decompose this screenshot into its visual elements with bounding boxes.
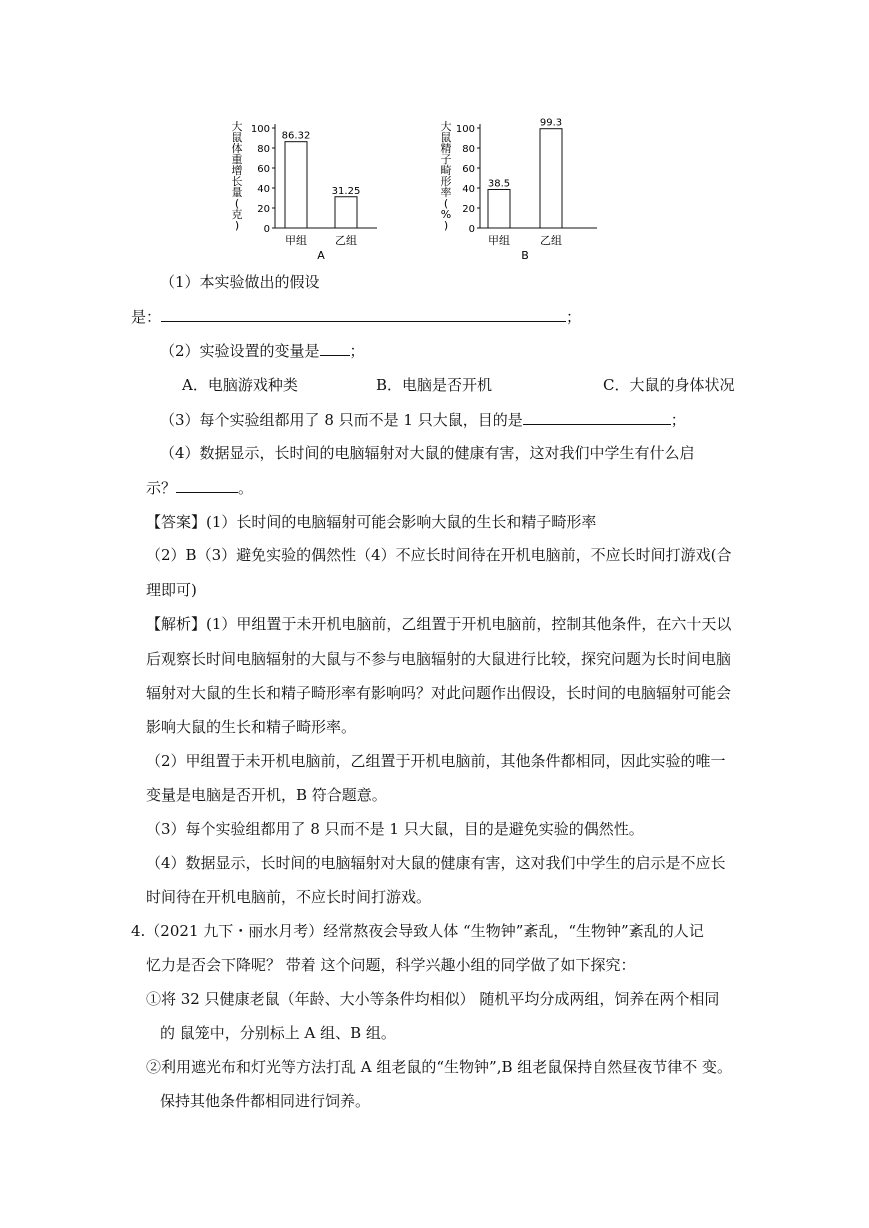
answer-1: 【答案】(1）长时间的电脑辐射可能会影响大鼠的生长和精子畸形率 [146,513,597,531]
q3-blank [523,410,671,425]
chart-b-category-label: 甲组 [488,234,510,247]
chart-a [225,112,395,262]
explanation-2: 后观察长时间电脑辐射的大鼠与不参与电脑辐射的大鼠进行比较，探究问题为长时间电脑 [146,650,732,668]
chart-b-ylabel-char: 鼠 [440,131,452,144]
chart-a-ylabel-char: 克 [231,208,243,221]
q2-prefix: （2）实验设置的变量是 [160,342,320,360]
q1-blank [161,307,566,322]
answer-3: 理即可) [146,581,197,599]
chart-b-data-label: 99.3 [539,117,563,129]
q3-suffix: ； [670,411,686,429]
chart-b-ylabel-char: 精 [440,142,452,155]
step-2: ②利用遮光布和灯光等方法打乱 A 组老鼠的“生物钟”,B 组老鼠保持自然昼夜节律不 变。 [146,1058,733,1076]
chart-a-ylabel-char: ) [234,219,240,232]
explanation-8: （4）数据显示，长时间的电脑辐射对大鼠的健康有害，这对我们中学生的启示是不应长 [146,854,726,872]
chart-a-ylabel-char: 重 [231,153,243,166]
q1-prefix: 是： [131,308,162,326]
chart-b-bar [540,129,562,228]
chart-a-ylabel-char: 增 [231,164,243,177]
chart-b-y-tick-label: 60 [462,164,475,175]
explanation-7: （3）每个实验组都用了 8 只而不是 1 只大鼠，目的是避免实验的偶然性。 [146,820,644,838]
chart-b-data-label: 38.5 [487,178,511,190]
chart-b [432,112,607,262]
chart-a-ylabel-char: ( [234,197,240,210]
chart-b-ylabel-char: 大 [440,120,452,133]
chart-a-y-tick-label: 60 [257,164,270,175]
q4-prefix: 示？ [146,479,177,497]
chart-b-ylabel-char: ) [443,219,449,232]
chart-a-bar [285,142,307,228]
chart-a-ylabel-char: 量 [231,186,243,199]
explanation-4: 影响大鼠的生长和精子畸形率。 [146,718,357,736]
question-1-answer-line [131,307,581,327]
explanation-3: 辐射对大鼠的生长和精子畸形率有影响吗？对此问题作出假设，长时间的电脑辐射可能会 [146,684,732,702]
chart-a-data-label: 31.25 [331,185,361,197]
q4-blank [176,478,238,493]
question-4-cont [146,478,253,498]
explanation-1: 【解析】(1）甲组置于未开机电脑前，乙组置于开机电脑前，控制其他条件，在六十天以 [146,615,732,633]
question-1: （1）本实验做出的假设 [160,273,320,291]
option-c: C．大鼠的身体状况 [603,376,735,394]
chart-b-ylabel-char: ( [443,197,449,210]
option-b: B．电脑是否开机 [376,376,493,394]
chart-a-y-tick-label: 100 [250,124,270,135]
step-1-cont: 的 鼠笼中，分别标上 A 组、B 组。 [160,1024,396,1042]
chart-a-category-label: 乙组 [335,234,357,247]
chart-a-y-tick-label: 0 [263,224,270,235]
chart-b-y-tick-label: 40 [462,184,475,195]
q2-suffix: ； [349,342,365,360]
problem-4-cont: 忆力是否会下降呢？ 带着 这个问题，科学兴趣小组的同学做了如下探究： [146,956,636,974]
explanation-9: 时间待在开机电脑前，不应长时间打游戏。 [146,888,432,906]
problem-4: 4.（2021 九下・丽水月考）经常熬夜会导致人体 “生物钟”紊乱，“生物钟”紊乱的人记 [131,922,704,940]
chart-a-y-tick-label: 20 [257,204,270,215]
chart-b-bar [488,190,510,229]
chart-b-category-label: 乙组 [540,234,562,247]
step-1: ①将 32 只健康老鼠（年龄、大小等条件均相似） 随机平均分成两组，饲养在两个相同 [146,990,720,1008]
chart-b-ylabel-char: 形 [440,175,452,188]
option-a: A．电脑游戏种类 [182,376,298,394]
chart-b-panel-label: B [521,249,529,262]
chart-a-y-tick-label: 80 [257,144,270,155]
step-2-cont: 保持其他条件都相同进行饲养。 [160,1092,371,1110]
chart-a-category-label: 甲组 [285,234,307,247]
chart-a-ylabel-char: 体 [231,142,243,155]
chart-a-y-tick-label: 40 [257,184,270,195]
answer-2: （2）B（3）避免实验的偶然性（4）不应长时间待在开机电脑前，不应长时间打游戏(合 [146,546,732,564]
question-2 [160,341,365,361]
chart-a-ylabel-char: 大 [231,120,243,133]
q4-suffix: 。 [238,479,254,497]
explanation-6: 变量是电脑是否开机，B 符合题意。 [146,786,387,804]
chart-a-ylabel-char: 鼠 [231,131,243,144]
chart-b-ylabel-char: 率 [440,186,452,199]
question-4: （4）数据显示，长时间的电脑辐射对大鼠的健康有害，这对我们中学生有什么启 [160,444,695,462]
chart-a-panel-label: A [317,249,325,262]
q1-suffix: ； [566,308,582,326]
explanation-5: （2）甲组置于未开机电脑前，乙组置于开机电脑前，其他条件都相同，因此实验的唯一 [146,752,726,770]
chart-a-data-label: 86.32 [281,130,311,142]
q2-blank [320,341,350,356]
chart-a-bar [335,197,357,228]
chart-b-y-tick-label: 100 [455,124,475,135]
chart-b-y-tick-label: 80 [462,144,475,155]
chart-b-ylabel-char: 畸 [440,164,452,177]
chart-a-ylabel-char: 长 [231,175,243,188]
q3-prefix: （3）每个实验组都用了 8 只而不是 1 只大鼠，目的是 [160,411,523,429]
chart-b-ylabel-char: % [440,208,452,221]
chart-b-y-tick-label: 0 [468,224,475,235]
chart-b-y-tick-label: 20 [462,204,475,215]
question-3 [160,410,686,430]
chart-b-ylabel-char: 子 [440,153,452,166]
